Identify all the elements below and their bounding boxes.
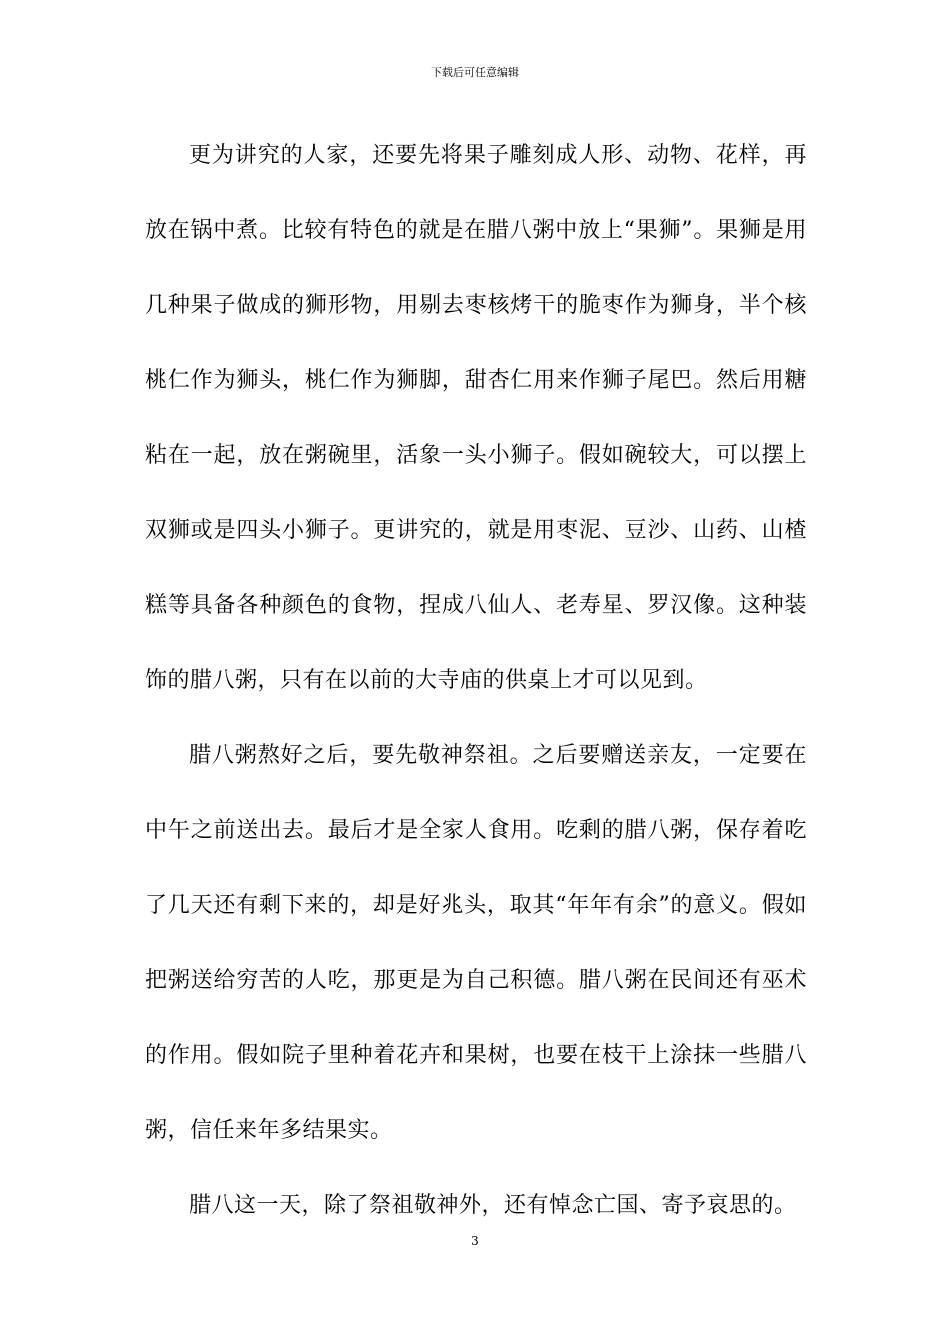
page-header: 下载后可任意编辑 bbox=[431, 66, 519, 79]
paragraph-2: 腊八粥熬好之后，要先敬神祭祖。之后要赠送亲友，一定要在中午之前送出去。最后才是全家人食用。吃剩的腊八粥，保存着吃了几天还有剩下来的，却是好兆头，取其“年年有余”的意义。假如把粥送给穷苦的人吃，那更是为自己积德。腊八粥在民间还有巫术的作用。假如院子里种着花卉和果树，也要在枝干上涂抹一些腊八粥，信任来年多结果实。 bbox=[145, 743, 807, 1143]
paragraph-1: 更为讲究的人家，还要先将果子雕刻成人形、动物、花样，再放在锅中煮。比较有特色的就是在腊八粥中放上“果狮”。果狮是用几种果子做成的狮形物，用剔去枣核烤干的脆枣作为狮身，半个核桃仁作为狮头，桃仁作为狮脚，甜杏仁用来作狮子尾巴。然后用糖粘在一起，放在粥碗里，活象一头小狮子。假如碗较大，可以摆上双狮或是四头小狮子。更讲究的，就是用枣泥、豆沙、山药、山楂糕等具备各种颜色的食物，捏成八仙人、老寿星、罗汉像。这种装饰的腊八粥，只有在以前的大寺庙的供桌上才可以见到。 bbox=[145, 143, 807, 693]
document-body bbox=[145, 118, 807, 1243]
page-number: 3 bbox=[471, 1234, 479, 1248]
paragraph-3: 腊八这一天，除了祭祖敬神外，还有悼念亡国、寄予哀思的。 bbox=[189, 1193, 797, 1218]
